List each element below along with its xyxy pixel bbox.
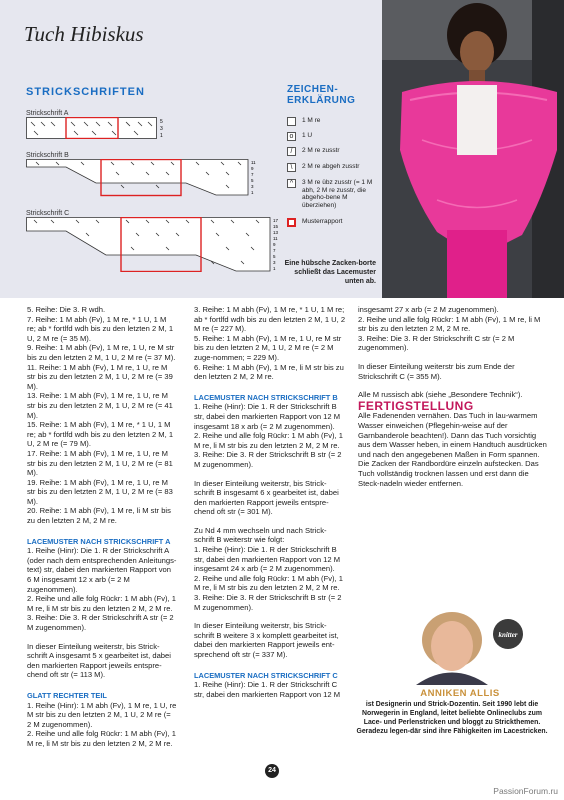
instruction-text: 2. Reihe und alle folg Rückr: 1 M abh (Fv), 1 M re, li M str bis zu den letzten 2 M, 2 M re. bbox=[194, 431, 343, 450]
knitter-badge-text: knitter bbox=[498, 631, 518, 639]
chart-c-grid bbox=[26, 217, 286, 272]
instruction-text: 6. Reihe: 1 M abh (Fv), 1 M re, li M str bis zu den letzten 2 M, 2 M re. bbox=[194, 362, 344, 382]
author-bio: ist Designerin und Strick-Dozentin. Seit 1990 lebt die Norwegerin in England, leitet beliebte Onlineclubs zum Lace- und Perlenstricken und bloggt zu Strickthemen. Geradezu legen-där sind ihre Fähigkeiten im Lacestricken. bbox=[356, 701, 548, 735]
chart-b-label: Strickschrift B bbox=[26, 152, 69, 159]
chart-c bbox=[26, 217, 286, 272]
yarn-over-icon: o bbox=[287, 132, 296, 141]
chart-a-row-1: 1 bbox=[160, 133, 163, 139]
chart-c-row-15: 15 bbox=[273, 224, 279, 229]
instruction-text: Alle Fadenenden vernähen. Das Tuch in lau-warmem Wasser einweichen (Pflegehin-weise auf der Garnbanderole beachten!). Dann das Tuch vorsichtig aus dem Wasser heben, in einem Handtuch ausdrücken und nach den angegebenen Maßen in Form spannen. Die Zacken der Randbordüre einzeln aufstecken. Das Tuch vollständig trocknen lassen und erst dann die Steck-nadeln wieder entfernen. bbox=[358, 411, 547, 488]
page-number: 24 bbox=[265, 764, 279, 778]
chart-b-row-11: 11 bbox=[251, 160, 256, 165]
model-photo-illustration bbox=[382, 0, 564, 298]
instruction-text: 3. Reihe: Die 3. R der Strickschrift C str (= 2 M zugenommen). bbox=[358, 333, 515, 353]
k2tog-icon: / bbox=[287, 147, 296, 156]
ssk-icon: \ bbox=[287, 163, 296, 172]
instruction-text: 19. Reihe: 1 M abh (Fv), 1 M re, 1 U, re M str bis zu den letzten 2 M, 1 U, 2 M re (= 83 M). bbox=[27, 477, 173, 506]
chart-c-row-17: 17 bbox=[273, 218, 279, 223]
chart-c-row-7: 7 bbox=[273, 248, 276, 253]
instruction-text: Zu Nd 4 mm wechseln und nach Strick-schrift B weiterstr wie folgt: bbox=[194, 525, 327, 545]
instruction-text: 1. Reihe (Hinr): Die 1. R der Strickschrift B str, dabei den markierten Rapport von 12 M insgesamt 18 x arb (= 2 M zugenommen). bbox=[194, 402, 341, 431]
instruction-text: 3. Reihe: 1 M abh (Fv), 1 M re, * 1 U, 1 M re; ab * fortlfd wdh bis zu den letzten 2 M, 1 U, 2 M re (= 227 M). bbox=[194, 305, 346, 334]
instruction-text: In dieser Einteilung weiterstr, bis Strick-schrift B weitere 3 x komplett gearbeitet ist, dabei den markierten Rapport jeweils ent-sprechend oft str (= 337 M). bbox=[194, 621, 339, 659]
instruction-text: 3. Reihe: Die 3. R der Strickschrift B str (= 2 M zugenommen). bbox=[194, 593, 342, 612]
instruction-text: 5. Reihe: 1 M abh (Fv), 1 M re, 1 U, re M str bis zu den letzten 2 M, 1 U, 2 M re (= 2 M zuge-nommen; = 229 M). bbox=[194, 333, 342, 362]
subheading-lace-b: LACEMUSTER NACH STRICKSCHRIFT B bbox=[194, 392, 338, 402]
legend-item-knit bbox=[287, 117, 382, 126]
instruction-text: 5. Reihe: Die 3. R wdh. bbox=[27, 305, 106, 314]
chart-a bbox=[26, 117, 172, 139]
legend-text: 3 M re übz zusstr (= 1 M abh, 2 M re zusstr, die abgeho-bene M überziehen) bbox=[302, 179, 373, 209]
text-column-1 bbox=[27, 305, 177, 749]
chart-b-row-3: 3 bbox=[251, 184, 254, 189]
instruction-text: 15. Reihe: 1 M abh (Fv), 1 M re, * 1 U, 1 M re; ab * fortlfd wdh bis zu den letzten 2 M, 1 U, 2 M re (= 79 M). bbox=[27, 420, 174, 449]
instruction-text: 2. Reihe und alle folg Rückr: 1 M abh (Fv), 1 M re, li M str bis zu den letzten 2 M, 2 M re. bbox=[27, 594, 176, 613]
instruction-text: 3. Reihe: Die 3. R der Strickschrift B str (= 2 M zugenommen). bbox=[194, 450, 342, 469]
instruction-text: 1. Reihe (Hinr): Die 1. R der Strickschrift B str, dabei den markierten Rapport von 12 M insgesamt 24 x arb (= 2 M zugenommen). bbox=[194, 545, 341, 574]
legend-text: 1 U bbox=[302, 132, 313, 139]
legend-text: 2 M re zusstr bbox=[302, 147, 340, 154]
legend-text: 1 M re bbox=[302, 117, 321, 124]
legend-item-repeat bbox=[287, 218, 382, 227]
subheading-lace-a: LACEMUSTER NACH STRICKSCHRIFT A bbox=[27, 536, 171, 546]
instruction-text: 13. Reihe: 1 M abh (Fv), 1 M re, 1 U, re M str bis zu den letzten 2 M, 1 U, 2 M re (= 41 M). bbox=[27, 391, 173, 420]
instruction-text: 17. Reihe: 1 M abh (Fv), 1 M re, 1 U, re M str bis zu den letzten 2 M, 1 U, 2 M re (= 81 M). bbox=[27, 448, 173, 478]
legend-item-k2tog bbox=[287, 147, 382, 156]
legend-heading bbox=[287, 84, 355, 106]
instruction-text: 20. Reihe: 1 M abh (Fv), 1 M re, li M str bis zu den letzten 2 M, 2 M re. bbox=[27, 506, 171, 526]
section-heading-charts: STRICKSCHRIFTEN bbox=[26, 86, 145, 98]
instruction-text: 1. Reihe (Hinr): 1 M abh (Fv), 1 M re, 1 U, re M str bis zu den letzten 2 M, 1 U, 2 M re (= 2 M zugenommen). bbox=[27, 700, 177, 729]
instruction-text: 11. Reihe: 1 M abh (Fv), 1 M re, 1 U, re M str bis zu den letzten 2 M, 1 U, 2 M re (= 39 M). bbox=[27, 362, 173, 391]
chart-a-row-5: 5 bbox=[160, 119, 163, 125]
chart-c-row-11: 11 bbox=[273, 236, 278, 241]
instruction-text: In dieser Einteilung weiterstr, bis Strick-schrift A insgesamt 5 x gearbeitet ist, dabei den markierten Rapport jeweils entspre-chend oft str (= 113 M). bbox=[27, 641, 171, 680]
subheading-lace-c: LACEMUSTER NACH STRICKSCHRIFT C bbox=[194, 670, 338, 680]
heading-finishing: FERTIGSTELLUNG bbox=[358, 398, 474, 413]
chart-c-row-3: 3 bbox=[273, 260, 276, 265]
instruction-text: 2. Reihe und alle folg Rückr: 1 M abh (Fv), 1 M re, li M str bis zu den letzten 2 M, 2 M re. bbox=[358, 314, 541, 334]
sk2p-icon: ^ bbox=[287, 179, 296, 188]
knit-stitch-icon bbox=[287, 117, 296, 126]
chart-b bbox=[26, 159, 262, 197]
legend-heading-line-2: ERKLÄRUNG bbox=[287, 95, 356, 106]
watermark: PassionForum.ru bbox=[493, 786, 558, 796]
chart-b-row-5: 5 bbox=[251, 178, 254, 183]
legend-item-ssk bbox=[287, 163, 382, 172]
author-portrait bbox=[400, 610, 540, 685]
instruction-text: insgesamt 27 x arb (= 2 M zugenommen). bbox=[358, 305, 499, 314]
instruction-text: Alle M russisch abk (siehe „Besondere Technik“). bbox=[358, 390, 523, 400]
instruction-text: In dieser Einteilung weiterstr, bis Strick-schrift B insgesamt 6 x gearbeitet ist, dabei den markierten Rapport jeweils entspre-chend oft str (= 301 M). bbox=[194, 478, 339, 517]
legend-item-yarn-over bbox=[287, 132, 382, 141]
chart-c-row-9: 9 bbox=[273, 242, 276, 247]
chart-b-row-1: 1 bbox=[251, 190, 254, 195]
instruction-text: 3. Reihe: Die 3. R der Strickschrift A str (= 2 M zugenommen). bbox=[27, 613, 174, 632]
chart-a-label: Strickschrift A bbox=[26, 110, 69, 117]
instruction-text: 1. Reihe (Hinr): Die 1. R der Strickschrift A (oder nach dem entsprechenden Anleitungs-text) str, dabei den markierten Rapport von 6 M insgesamt 12 x arb (= 2 M zugenommen). bbox=[27, 546, 177, 594]
photo-caption: Eine hübsche Zacken-borte schließt das Lacemuster unten ab. bbox=[284, 260, 376, 285]
text-column-3 bbox=[358, 305, 548, 488]
chart-c-row-1: 1 bbox=[273, 266, 276, 271]
repeat-box-icon bbox=[287, 218, 296, 227]
page-title: Tuch Hibiskus bbox=[24, 22, 144, 46]
text-column-2 bbox=[194, 305, 346, 699]
instruction-text: 2. Reihe und alle folg Rückr: 1 M abh (Fv), 1 M re, li M str bis zu den letzten 2 M, 2 M re. bbox=[27, 729, 176, 748]
legend-heading-line-1: ZEICHEN- bbox=[287, 84, 339, 95]
chart-c-row-13: 13 bbox=[273, 230, 279, 235]
author-name: ANNIKEN ALLIS bbox=[420, 688, 500, 699]
instruction-text: 2. Reihe und alle folg Rückr: 1 M abh (Fv), 1 M re, li M str bis zu den letzten 2 M, 2 M re. bbox=[194, 573, 343, 593]
instruction-text: 7. Reihe: 1 M abh (Fv), 1 M re, * 1 U, 1 M re; ab * fortlfd wdh bis zu den letzten 2 M, 1 U, 2 M re (= 35 M). bbox=[27, 314, 174, 343]
chart-a-row-3: 3 bbox=[160, 126, 163, 132]
instruction-text: 9. Reihe: 1 M abh (Fv), 1 M re, 1 U, re M str bis zu den letzten 2 M, 1 U, 2 M re (= 37 M). bbox=[27, 343, 176, 362]
model-photo bbox=[382, 0, 564, 298]
instruction-text: In dieser Einteilung weiterstr bis zum Ende der Strickschrift C (= 355 M). bbox=[358, 361, 515, 381]
chart-b-row-9: 9 bbox=[251, 166, 254, 171]
chart-c-label: Strickschrift C bbox=[26, 210, 70, 217]
legend-text: Musterrapport bbox=[302, 218, 343, 225]
instruction-text: 1. Reihe (Hinr): Die 1. R der Strickschrift C str, dabei den markierten Rapport von 12 M bbox=[194, 680, 341, 699]
legend-text: 2 M re abgeh zusstr bbox=[302, 163, 360, 170]
chart-b-grid bbox=[26, 159, 262, 197]
author-photo bbox=[400, 610, 540, 685]
chart-b-row-7: 7 bbox=[251, 172, 254, 177]
chart-a-grid bbox=[26, 117, 172, 139]
legend-item-sk2p bbox=[287, 179, 382, 209]
chart-c-row-5: 5 bbox=[273, 254, 276, 259]
subheading-stockinette: GLATT RECHTER TEIL bbox=[27, 690, 107, 700]
